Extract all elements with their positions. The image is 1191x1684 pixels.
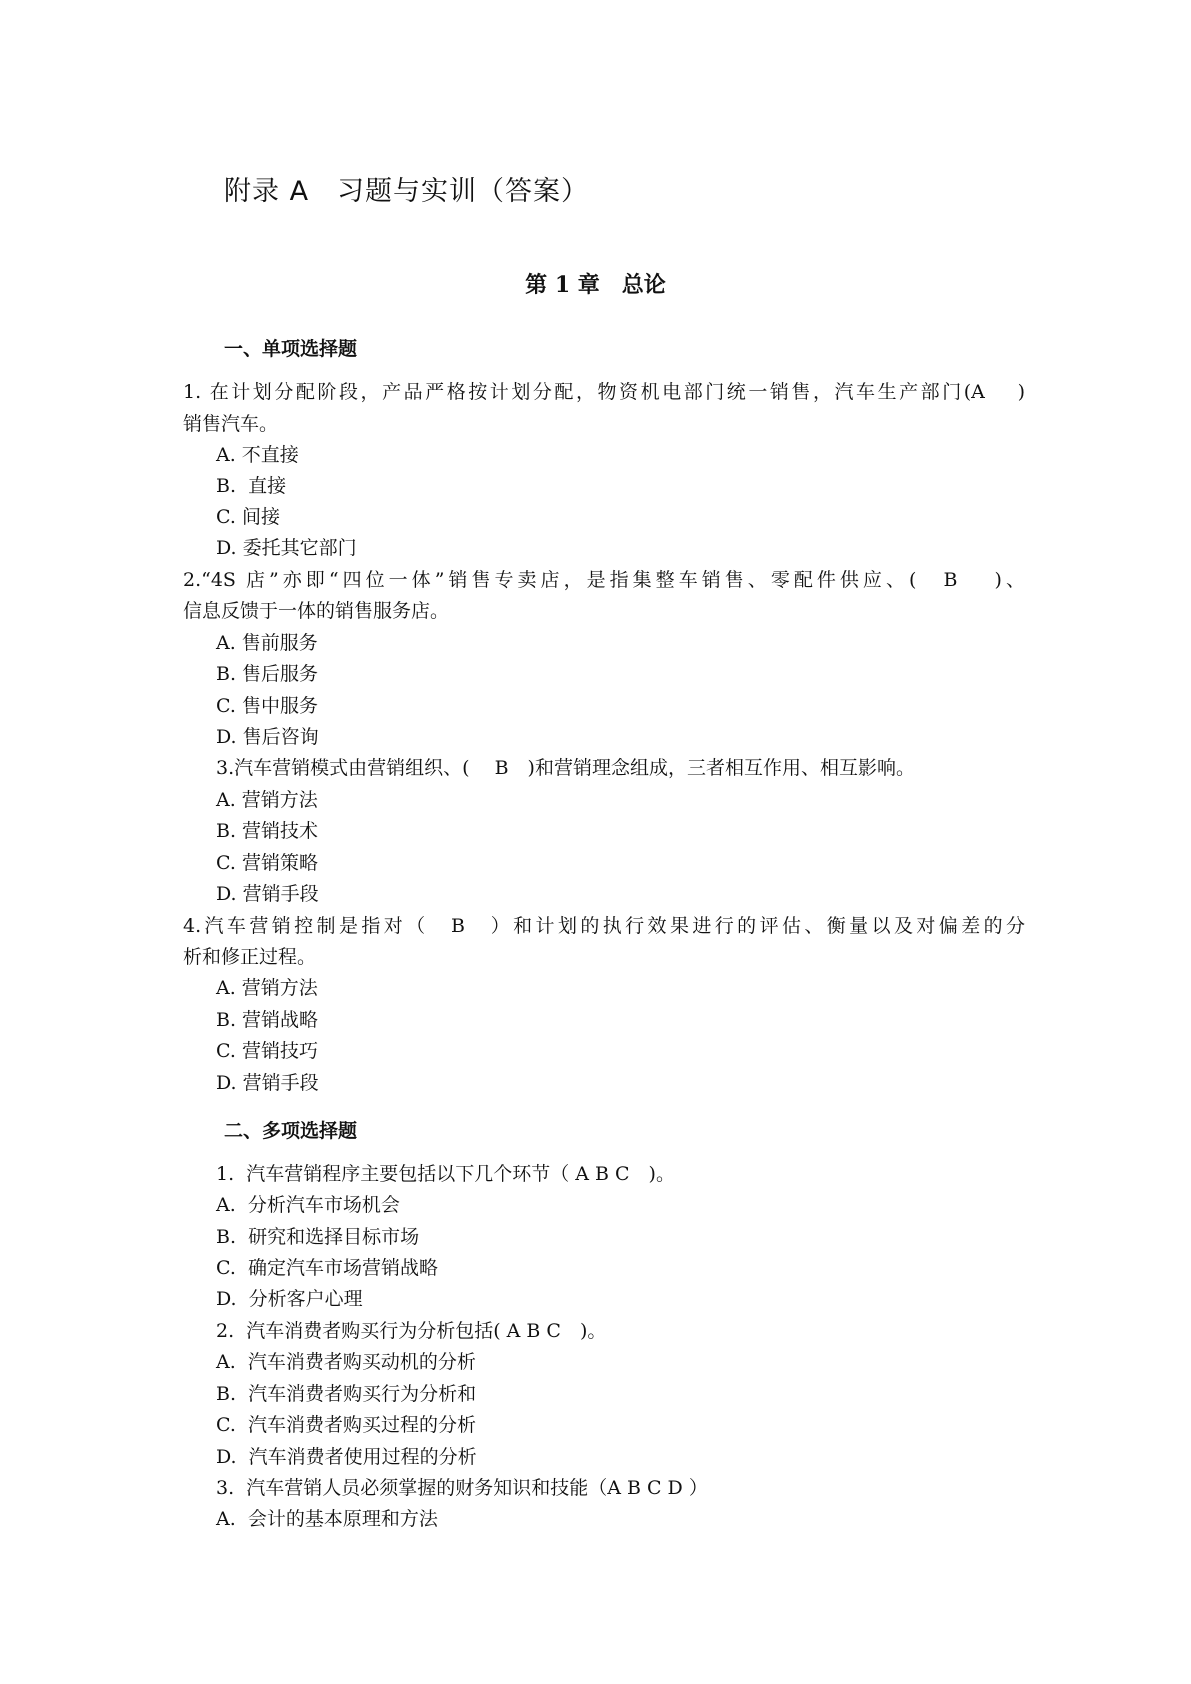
- option: C. 确定汽车市场营销战略: [216, 1257, 438, 1279]
- question-stem: 4.汽车营销控制是指对（ B ）和计划的执行效果进行的评估、衡量以及对偏差的分: [183, 915, 1025, 937]
- option: D. 营销手段: [216, 1072, 319, 1094]
- option: D. 营销手段: [216, 883, 319, 905]
- option: B. 售后服务: [216, 663, 319, 685]
- option: B. 汽车消费者购买行为分析和: [216, 1383, 477, 1405]
- option: B. 直接: [216, 475, 287, 497]
- option: D. 委托其它部门: [216, 537, 357, 559]
- question-stem-continued: 信息反馈于一体的销售服务店。: [183, 600, 450, 622]
- option: A. 营销方法: [216, 977, 318, 999]
- option: A. 不直接: [216, 444, 299, 466]
- question-stem-continued: 析和修正过程。: [183, 946, 317, 968]
- option: A. 汽车消费者购买动机的分析: [216, 1351, 476, 1373]
- section-title-single-choice: 一、单项选择题: [224, 338, 358, 360]
- section-title-multiple-choice: 二、多项选择题: [224, 1120, 358, 1142]
- question-stem: 2. 汽车消费者购买行为分析包括( A B C )。: [216, 1320, 607, 1342]
- question-stem: 3.汽车营销模式由营销组织、( B )和营销理念组成，三者相互作用、相互影响。: [216, 757, 915, 779]
- option: C. 营销策略: [216, 852, 318, 874]
- option: D. 售后咨询: [216, 726, 319, 748]
- option: A. 分析汽车市场机会: [216, 1194, 400, 1216]
- option: C. 汽车消费者购买过程的分析: [216, 1414, 476, 1436]
- question-stem-continued: 销售汽车。: [183, 413, 279, 435]
- option: C. 间接: [216, 506, 280, 528]
- question-stem: 1. 汽车营销程序主要包括以下几个环节（ A B C )。: [216, 1163, 675, 1185]
- option: D. 分析客户心理: [216, 1288, 363, 1310]
- chapter-title: 第 1 章 总论: [525, 272, 666, 298]
- question-stem: 1. 在计划分配阶段，产品严格按计划分配，物资机电部门统一销售，汽车生产部门(A ): [183, 381, 1025, 403]
- option: C. 售中服务: [216, 695, 318, 717]
- option: B. 研究和选择目标市场: [216, 1226, 420, 1248]
- option: A. 营销方法: [216, 789, 318, 811]
- question-stem: 3. 汽车营销人员必须掌握的财务知识和技能（A B C D ）: [216, 1477, 708, 1499]
- option: D. 汽车消费者使用过程的分析: [216, 1446, 477, 1468]
- appendix-title: 附录 A 习题与实训（答案）: [224, 176, 590, 207]
- option: A. 售前服务: [216, 632, 318, 654]
- option: A. 会计的基本原理和方法: [216, 1508, 438, 1530]
- option: C. 营销技巧: [216, 1040, 318, 1062]
- question-stem: 2.“4S 店”亦即“四位一体”销售专卖店，是指集整车销售、零配件供应、( B )、: [183, 569, 1025, 591]
- option: B. 营销技术: [216, 820, 319, 842]
- option: B. 营销战略: [216, 1009, 319, 1031]
